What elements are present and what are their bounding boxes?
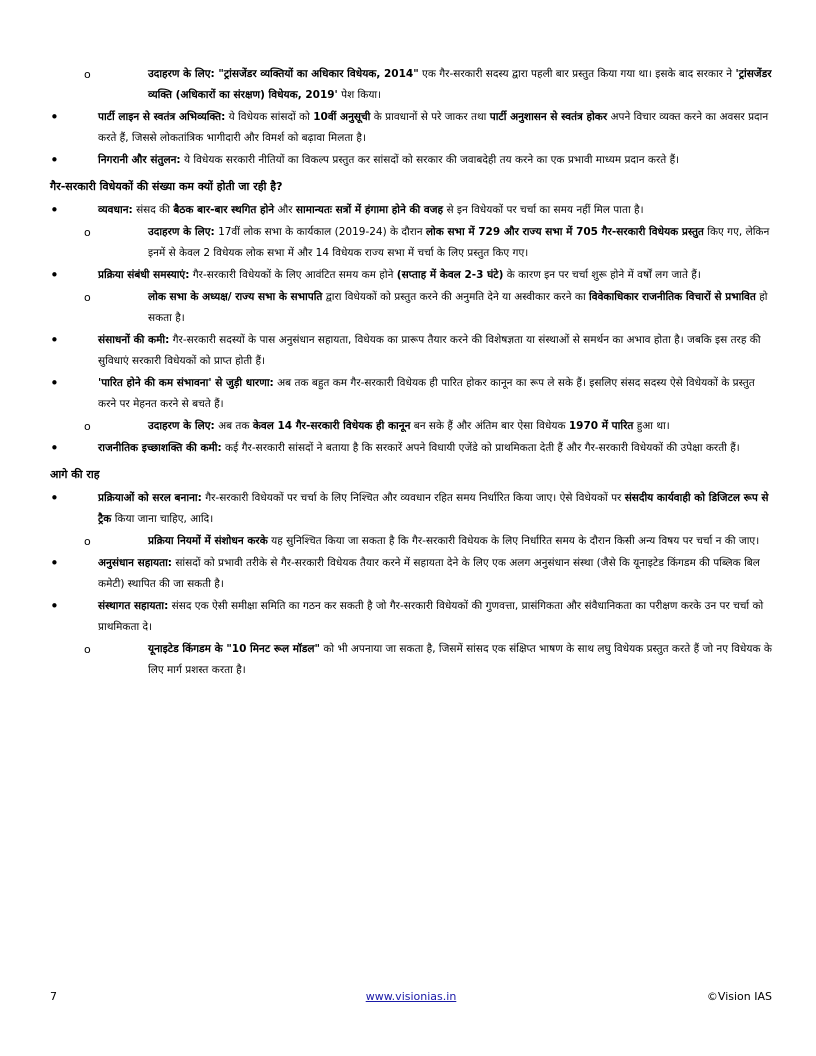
text-run: द्वारा विधेयकों को प्रस्तुत करने की अनुमति देने या अस्वीकार करने का bbox=[322, 291, 590, 303]
bold-text: उदाहरण के लिए: "ट्रांसजेंडर व्यक्तियों का अधिकार विधेयक, 2014" bbox=[148, 68, 419, 80]
bullet-marker: • bbox=[50, 554, 59, 572]
bold-text: उदाहरण के लिए: bbox=[148, 226, 215, 238]
bold-text: लोक सभा के अध्यक्ष/ राज्य सभा के सभापति bbox=[148, 291, 323, 303]
sub-bullet-item bbox=[50, 287, 772, 329]
text-run: गैर-सरकारी विधेयकों के लिए आवंटित समय कम होने bbox=[189, 269, 397, 281]
text-run: ये विधेयक सांसदों को bbox=[225, 111, 314, 123]
sub-bullet-item bbox=[50, 639, 772, 681]
sub-bullet-marker: o bbox=[84, 420, 91, 433]
bullet-marker: • bbox=[50, 201, 59, 219]
bold-text: संसदीय कार्यवाही को डिजिटल रूप से ट्रैक bbox=[98, 492, 769, 525]
sub-bullet-item bbox=[50, 222, 772, 264]
bold-text: बैठक बार-बार स्थगित होने bbox=[173, 204, 275, 216]
bullet-item bbox=[50, 265, 772, 286]
page-footer bbox=[50, 990, 772, 1010]
sub-bullet-marker: o bbox=[84, 535, 91, 548]
text-run: हुआ था। bbox=[633, 420, 670, 432]
text-run: किया जाना चाहिए, आदि। bbox=[111, 513, 214, 525]
text-run: से इन विधेयकों पर चर्चा का समय नहीं मिल पाता है। bbox=[443, 204, 644, 216]
bold-text: केवल 14 गैर-सरकारी विधेयक ही कानून bbox=[252, 420, 411, 432]
text-run: किए गए, लेकिन इनमें से केवल 2 विधेयक लोक सभा में और 14 विधेयक राज्य सभा में चर्चा के लिए प्रस्तुत किए गए। bbox=[148, 226, 770, 259]
bold-text: प्रक्रिया संबंधी समस्याएं: bbox=[98, 269, 190, 281]
bold-text: 'पारित होने की कम संभावना' से जुड़ी धारणा: bbox=[98, 377, 274, 389]
bold-text: राजनीतिक इच्छाशक्ति की कमी: bbox=[98, 442, 222, 454]
bold-text: 1970 में पारित bbox=[568, 420, 634, 432]
text-run: अपने विचार व्यक्त करने का अवसर प्रदान करते हैं, जिससे लोकतांत्रिक भागीदारी और विमर्श को बढ़ावा मिलता है। bbox=[98, 111, 769, 144]
bold-text: 10वीं अनुसूची bbox=[313, 111, 371, 123]
bullet-marker: • bbox=[50, 489, 59, 507]
text-run: के कारण इन पर चर्चा शुरू होने में वर्षों लग जाते हैं। bbox=[503, 269, 701, 281]
text-run: पेश किया। bbox=[337, 89, 382, 101]
sub-bullet-item bbox=[50, 531, 772, 552]
text-run: ये विधेयक सरकारी नीतियों का विकल्प प्रस्तुत कर सांसदों को सरकार की जवाबदेही तय करने का एक प्रभावी माध्यम प्रदान करते हैं। bbox=[180, 154, 680, 166]
bullet-item bbox=[50, 488, 772, 530]
copyright-text: ©Vision IAS bbox=[706, 990, 772, 1003]
text-run: गैर-सरकारी विधेयकों की संख्या कम क्यों होती जा रही है? bbox=[50, 180, 283, 193]
bullet-item bbox=[50, 553, 772, 595]
section-heading bbox=[50, 176, 772, 197]
text-run: कई गैर-सरकारी सांसदों ने बताया है कि सरकारें अपने विधायी एजेंडे को प्राथमिकता देती हैं और गैर-सरकारी विधेयकों की उपेक्षा करती हैं। bbox=[221, 442, 740, 454]
bullet-item bbox=[50, 107, 772, 149]
bullet-marker: • bbox=[50, 374, 59, 392]
bold-text: यूनाइटेड किंगडम के "10 मिनट रूल मॉडल" bbox=[148, 643, 320, 655]
text-run: हो सकता है। bbox=[148, 291, 768, 324]
bullet-item bbox=[50, 330, 772, 372]
text-run: अब तक बहुत कम गैर-सरकारी विधेयक ही पारित होकर कानून का रूप ले सके हैं। इसलिए संसद सदस्य ऐसे विधेयकों के प्रस्तुत करने पर मेहनत करने से बचते हैं। bbox=[98, 377, 755, 410]
bullet-marker: • bbox=[50, 331, 59, 349]
text-run: को भी अपनाया जा सकता है, जिसमें सांसद एक संक्षिप्त भाषण के साथ लघु विधेयक प्रस्तुत करते हैं जो नए विधेयक के लिए मार्ग प्रशस्त करता है। bbox=[148, 643, 772, 676]
text-run: संसद एक ऐसी समीक्षा समिति का गठन कर सकती है जो गैर-सरकारी विधेयकों की गुणवत्ता, प्रासंगिकता और संवैधानिकता का परीक्षण करके उन पर चर्चा को प्राथमिकता दे। bbox=[98, 600, 764, 633]
bold-text: संसाधनों की कमी: bbox=[98, 334, 170, 346]
bullet-item bbox=[50, 200, 772, 221]
bold-text: पार्टी अनुशासन से स्वतंत्र होकर bbox=[489, 111, 608, 123]
sub-bullet-marker: o bbox=[84, 226, 91, 239]
bullet-marker: • bbox=[50, 439, 59, 457]
sub-bullet-marker: o bbox=[84, 643, 91, 656]
sub-bullet-item bbox=[50, 64, 772, 106]
bold-text: प्रक्रियाओं को सरल बनाना: bbox=[98, 492, 202, 504]
bullet-item bbox=[50, 150, 772, 171]
website-link[interactable]: www.visionias.in bbox=[365, 990, 457, 1003]
bold-text: लोक सभा में 729 और राज्य सभा में 705 गैर-सरकारी विधेयक प्रस्तुत bbox=[425, 226, 704, 238]
bold-text: संस्थागत सहायता: bbox=[98, 600, 169, 612]
text-run: यह सुनिश्चित किया जा सकता है कि गैर-सरकारी विधेयक के लिए निर्धारित समय के दौरान किसी अन्य विषय पर चर्चा न की जाए। bbox=[267, 535, 760, 547]
text-run: सांसदों को प्रभावी तरीके से गैर-सरकारी विधेयक तैयार करने में सहायता देने के लिए एक अलग अनुसंधान संस्था (जैसे कि यूनाइटेड किंगडम की पब्लिक बिल कमेटी) स्थापित की जा सकती है। bbox=[98, 557, 760, 590]
bold-text: पार्टी लाइन से स्वतंत्र अभिव्यक्ति: bbox=[98, 111, 226, 123]
bullet-marker: • bbox=[50, 108, 59, 126]
text-run: एक गैर-सरकारी सदस्य द्वारा पहली बार प्रस्तुत किया गया था। इसके बाद सरकार ने bbox=[418, 68, 736, 80]
bullet-item bbox=[50, 373, 772, 415]
sub-bullet-marker: o bbox=[84, 68, 91, 81]
bullet-marker: • bbox=[50, 597, 59, 615]
text-run: बन सके हैं और अंतिम बार ऐसा विधेयक bbox=[410, 420, 569, 432]
text-run: गैर-सरकारी विधेयकों पर चर्चा के लिए निश्चित और व्यवधान रहित समय निर्धारित किया जाए। ऐसे विधेयकों पर bbox=[201, 492, 625, 504]
bold-text: सामान्यतः सत्रों में हंगामा होने की वजह bbox=[295, 204, 444, 216]
bullet-item bbox=[50, 438, 772, 459]
text-run: गैर-सरकारी सदस्यों के पास अनुसंधान सहायता, विधेयक का प्रारूप तैयार करने की विशेषज्ञता या संस्थाओं से समर्थन का अभाव होता है। जबकि इस तरह की सुविधाएं सरकारी विधेयकों को प्राप्त होती हैं। bbox=[98, 334, 761, 367]
document-body bbox=[50, 64, 772, 682]
section-heading bbox=[50, 464, 772, 485]
sub-bullet-item bbox=[50, 416, 772, 437]
bullet-marker: • bbox=[50, 266, 59, 284]
text-run: अब तक bbox=[214, 420, 253, 432]
text-run: आगे की राह bbox=[50, 468, 100, 481]
bullet-item bbox=[50, 596, 772, 638]
bullet-marker: • bbox=[50, 151, 59, 169]
page-number: 7 bbox=[50, 990, 57, 1003]
bold-text: उदाहरण के लिए: bbox=[148, 420, 215, 432]
bold-text: अनुसंधान सहायता: bbox=[98, 557, 172, 569]
bold-text: व्यवधान: bbox=[98, 204, 133, 216]
bold-text: 'ट्रांसजेंडर व्यक्ति (अधिकारों का संरक्षण) विधेयक, 2019' bbox=[148, 68, 772, 101]
sub-bullet-marker: o bbox=[84, 291, 91, 304]
text-run: संसद की bbox=[132, 204, 174, 216]
bold-text: विवेकाधिकार राजनीतिक विचारों से प्रभावित bbox=[589, 291, 756, 303]
text-run: के प्रावधानों से परे जाकर तथा bbox=[370, 111, 490, 123]
text-run: और bbox=[274, 204, 296, 216]
bold-text: प्रक्रिया नियमों में संशोधन करके bbox=[148, 535, 268, 547]
text-run: 17वीं लोक सभा के कार्यकाल (2019-24) के दौरान bbox=[214, 226, 426, 238]
bold-text: निगरानी और संतुलन: bbox=[98, 154, 181, 166]
bold-text: (सप्ताह में केवल 2-3 घंटे) bbox=[396, 269, 504, 281]
